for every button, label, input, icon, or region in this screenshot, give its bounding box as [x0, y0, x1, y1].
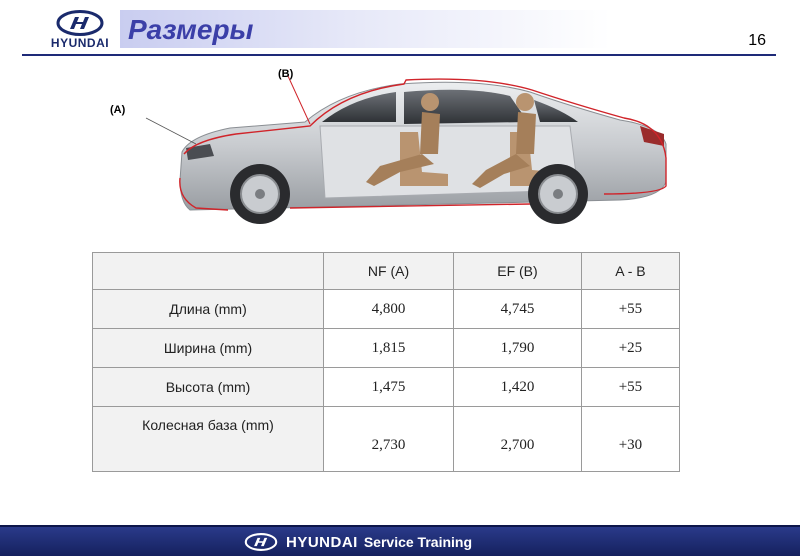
column-header: EF (B)	[454, 253, 582, 290]
table-cell: 2,700	[454, 407, 582, 472]
table-cell: +55	[581, 290, 679, 329]
footer-brand-group	[244, 532, 472, 552]
table-cell: 4,800	[324, 290, 454, 329]
footer-subtitle: Service Training	[363, 534, 473, 550]
hyundai-emblem-icon	[56, 10, 104, 36]
footer-brand-text: HYUNDAI	[286, 533, 358, 551]
table-header-row	[93, 253, 680, 290]
table-row	[93, 368, 680, 407]
dimensions-table	[92, 252, 680, 472]
row-label: Высота (mm)	[93, 368, 324, 407]
car-cutaway-icon	[100, 62, 680, 232]
hyundai-logo	[42, 10, 118, 50]
table-row	[93, 407, 680, 472]
table-cell: +55	[581, 368, 679, 407]
table-cell: 1,475	[324, 368, 454, 407]
hyundai-emblem-icon	[244, 533, 278, 551]
table-cell: 2,730	[324, 407, 454, 472]
footer-bar	[0, 525, 800, 556]
row-label: Ширина (mm)	[93, 329, 324, 368]
table-cell: +25	[581, 329, 679, 368]
title-bar	[120, 10, 775, 48]
row-label: Длина (mm)	[93, 290, 324, 329]
table-row	[93, 329, 680, 368]
table-corner-cell	[93, 253, 324, 290]
label-b: (B)	[278, 68, 294, 80]
table-cell: 4,745	[454, 290, 582, 329]
car-illustration	[100, 62, 680, 232]
page-number: 16	[748, 32, 766, 49]
row-label: Колесная база (mm)	[93, 407, 324, 472]
table-cell: 1,420	[454, 368, 582, 407]
header-rule	[22, 54, 776, 56]
label-a: (A)	[110, 104, 126, 116]
column-header: NF (A)	[324, 253, 454, 290]
table-cell: 1,815	[324, 329, 454, 368]
table-cell: 1,790	[454, 329, 582, 368]
table-cell: +30	[581, 407, 679, 472]
table-row	[93, 290, 680, 329]
logo-text: HYUNDAI	[50, 36, 110, 50]
page-title: Размеры	[128, 14, 254, 45]
column-header: A - B	[581, 253, 679, 290]
